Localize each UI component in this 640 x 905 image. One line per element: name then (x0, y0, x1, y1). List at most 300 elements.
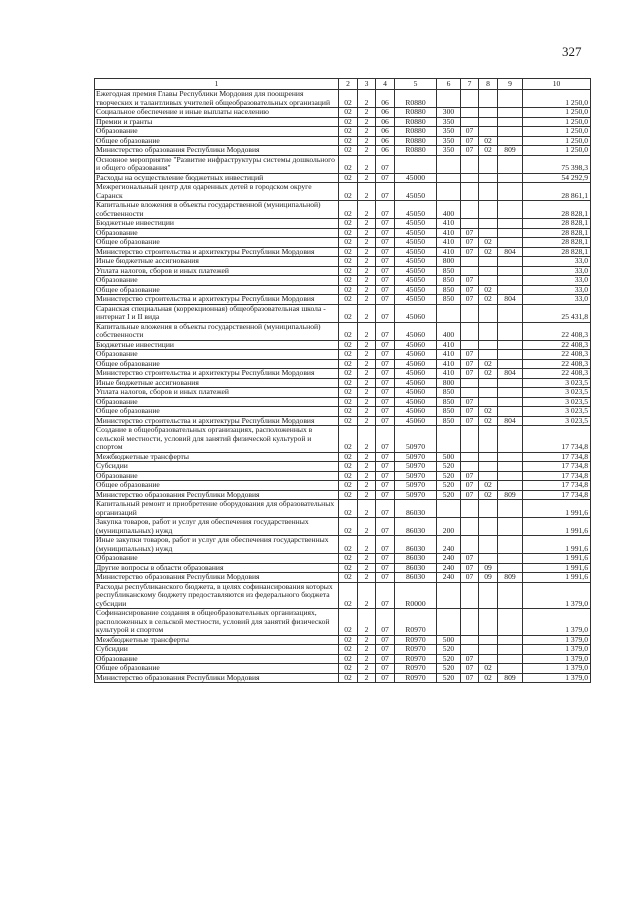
column-header: 3 (358, 79, 376, 90)
cell-target-article: R0880 (395, 136, 437, 146)
row-name: Образование (95, 397, 339, 407)
cell-amount: 1 991,6 (523, 518, 591, 536)
cell-ministry-code (498, 582, 523, 609)
column-header: 4 (376, 79, 395, 90)
table-row (95, 416, 591, 426)
cell-section: 07 (461, 146, 479, 156)
cell-target-article: R0970 (395, 673, 437, 683)
cell-code-3: 2 (358, 276, 376, 286)
table-row (95, 426, 591, 453)
cell-target-article: R0880 (395, 90, 437, 108)
cell-code-2: 02 (339, 635, 358, 645)
cell-amount: 3 023,5 (523, 407, 591, 417)
cell-code-4: 07 (376, 452, 395, 462)
cell-expense-type: 240 (437, 554, 461, 564)
cell-expense-type: 850 (437, 407, 461, 417)
row-name: Образование (95, 350, 339, 360)
cell-expense-type: 500 (437, 635, 461, 645)
cell-amount: 54 292,9 (523, 173, 591, 183)
cell-target-article: R0880 (395, 146, 437, 156)
cell-code-4: 07 (376, 276, 395, 286)
cell-code-2: 02 (339, 257, 358, 267)
cell-subsection: 02 (479, 136, 498, 146)
table-row (95, 563, 591, 573)
cell-code-3: 2 (358, 146, 376, 156)
cell-code-2: 02 (339, 563, 358, 573)
cell-code-4: 07 (376, 295, 395, 305)
cell-subsection (479, 173, 498, 183)
cell-code-2: 02 (339, 295, 358, 305)
cell-code-2: 02 (339, 582, 358, 609)
cell-section: 07 (461, 554, 479, 564)
cell-subsection: 02 (479, 295, 498, 305)
cell-code-2: 02 (339, 285, 358, 295)
cell-code-3: 2 (358, 481, 376, 491)
cell-amount: 28 828,1 (523, 247, 591, 257)
cell-expense-type: 350 (437, 136, 461, 146)
cell-expense-type: 520 (437, 490, 461, 500)
cell-code-3: 2 (358, 645, 376, 655)
row-name: Уплата налогов, сборов и иных платежей (95, 388, 339, 398)
table-row (95, 536, 591, 554)
cell-section (461, 500, 479, 518)
cell-code-2: 02 (339, 369, 358, 379)
cell-target-article: 86030 (395, 563, 437, 573)
table-row (95, 481, 591, 491)
row-name: Министерство строительства и архитектуры Республики Мордовия (95, 416, 339, 426)
cell-code-3: 2 (358, 108, 376, 118)
cell-expense-type: 350 (437, 127, 461, 137)
table-row (95, 266, 591, 276)
row-name: Субсидии (95, 645, 339, 655)
cell-expense-type: 300 (437, 108, 461, 118)
cell-code-4: 07 (376, 247, 395, 257)
row-name: Иные бюджетные ассигнования (95, 257, 339, 267)
cell-section (461, 536, 479, 554)
cell-ministry-code (498, 397, 523, 407)
row-name: Иные закупки товаров, работ и услуг для обеспечения государственных (муниципальных) нужд (95, 536, 339, 554)
table-row (95, 359, 591, 369)
cell-ministry-code (498, 228, 523, 238)
cell-code-4: 07 (376, 266, 395, 276)
cell-amount: 1 250,0 (523, 117, 591, 127)
cell-ministry-code (498, 183, 523, 201)
cell-ministry-code (498, 136, 523, 146)
cell-expense-type: 520 (437, 462, 461, 472)
cell-code-4: 07 (376, 500, 395, 518)
cell-code-4: 07 (376, 481, 395, 491)
row-name: Министерство образования Республики Мордовия (95, 146, 339, 156)
cell-target-article: 45060 (395, 369, 437, 379)
cell-code-3: 2 (358, 378, 376, 388)
cell-code-4: 07 (376, 359, 395, 369)
cell-section: 07 (461, 416, 479, 426)
table-row (95, 471, 591, 481)
cell-code-2: 02 (339, 90, 358, 108)
cell-code-4: 07 (376, 471, 395, 481)
cell-code-4: 07 (376, 201, 395, 219)
cell-expense-type: 410 (437, 228, 461, 238)
cell-ministry-code (498, 219, 523, 229)
row-name: Образование (95, 471, 339, 481)
cell-code-4: 07 (376, 536, 395, 554)
row-name: Капитальные вложения в объекты государственной (муниципальной) собственности (95, 201, 339, 219)
table-row (95, 462, 591, 472)
cell-code-3: 2 (358, 257, 376, 267)
table-row (95, 238, 591, 248)
cell-subsection: 02 (479, 285, 498, 295)
cell-code-3: 2 (358, 573, 376, 583)
cell-code-2: 02 (339, 471, 358, 481)
cell-section (461, 183, 479, 201)
cell-subsection: 09 (479, 573, 498, 583)
row-name: Социальное обеспечение и иные выплаты населению (95, 108, 339, 118)
cell-target-article: 50970 (395, 471, 437, 481)
cell-code-3: 2 (358, 654, 376, 664)
cell-expense-type: 850 (437, 416, 461, 426)
cell-code-4: 07 (376, 350, 395, 360)
table-row (95, 378, 591, 388)
cell-amount: 22 408,3 (523, 322, 591, 340)
cell-ministry-code: 804 (498, 416, 523, 426)
cell-expense-type (437, 173, 461, 183)
cell-section (461, 518, 479, 536)
cell-ministry-code (498, 285, 523, 295)
cell-ministry-code (498, 452, 523, 462)
cell-expense-type: 850 (437, 295, 461, 305)
row-name: Ежегодная премия Главы Республики Мордовия для поощрения творческих и талантливых учителей общеобразовательных организаций (95, 90, 339, 108)
row-name: Министерство образования Республики Мордовия (95, 673, 339, 683)
cell-expense-type: 850 (437, 388, 461, 398)
cell-code-3: 2 (358, 582, 376, 609)
cell-ministry-code: 809 (498, 146, 523, 156)
cell-subsection (479, 500, 498, 518)
cell-code-4: 07 (376, 322, 395, 340)
cell-section: 07 (461, 490, 479, 500)
cell-target-article: R0880 (395, 117, 437, 127)
cell-code-3: 2 (358, 359, 376, 369)
cell-code-2: 02 (339, 117, 358, 127)
cell-code-4: 07 (376, 664, 395, 674)
cell-expense-type: 520 (437, 481, 461, 491)
cell-code-2: 02 (339, 304, 358, 322)
row-name: Субсидии (95, 462, 339, 472)
cell-target-article: 45050 (395, 183, 437, 201)
cell-code-4: 07 (376, 654, 395, 664)
cell-subsection (479, 452, 498, 462)
cell-subsection: 02 (479, 238, 498, 248)
cell-section (461, 635, 479, 645)
cell-code-2: 02 (339, 127, 358, 137)
cell-code-3: 2 (358, 285, 376, 295)
table-row (95, 173, 591, 183)
cell-section (461, 257, 479, 267)
table-row (95, 573, 591, 583)
table-row (95, 183, 591, 201)
cell-code-4: 07 (376, 238, 395, 248)
cell-code-3: 2 (358, 518, 376, 536)
cell-amount: 17 734,8 (523, 481, 591, 491)
cell-target-article (395, 155, 437, 173)
cell-amount: 3 023,5 (523, 378, 591, 388)
cell-section: 07 (461, 359, 479, 369)
cell-section (461, 219, 479, 229)
cell-ministry-code (498, 518, 523, 536)
row-name: Министерство образования Республики Мордовия (95, 573, 339, 583)
cell-expense-type: 410 (437, 369, 461, 379)
cell-code-2: 02 (339, 201, 358, 219)
cell-subsection (479, 350, 498, 360)
cell-code-3: 2 (358, 452, 376, 462)
row-name: Софинансирование создания в общеобразовательных организациях, расположенных в сельской местности, условий для занятий физической культурой и спортом (95, 609, 339, 636)
table-row (95, 673, 591, 683)
cell-section (461, 90, 479, 108)
row-name: Министерство строительства и архитектуры Республики Мордовия (95, 247, 339, 257)
cell-ministry-code (498, 664, 523, 674)
cell-code-3: 2 (358, 117, 376, 127)
cell-expense-type (437, 582, 461, 609)
cell-expense-type: 410 (437, 340, 461, 350)
cell-expense-type: 410 (437, 247, 461, 257)
cell-amount: 1 379,0 (523, 673, 591, 683)
cell-amount: 1 991,6 (523, 536, 591, 554)
cell-code-2: 02 (339, 378, 358, 388)
cell-subsection (479, 90, 498, 108)
cell-expense-type (437, 90, 461, 108)
cell-amount: 17 734,8 (523, 452, 591, 462)
cell-code-3: 2 (358, 369, 376, 379)
cell-target-article: 86030 (395, 500, 437, 518)
cell-code-4: 06 (376, 117, 395, 127)
cell-section: 07 (461, 654, 479, 664)
cell-target-article: R0970 (395, 609, 437, 636)
cell-code-3: 2 (358, 426, 376, 453)
column-header: 8 (479, 79, 498, 90)
cell-subsection (479, 582, 498, 609)
cell-amount: 28 828,1 (523, 238, 591, 248)
cell-code-4: 06 (376, 127, 395, 137)
cell-amount: 22 408,3 (523, 359, 591, 369)
cell-code-4: 07 (376, 462, 395, 472)
cell-amount: 1 991,6 (523, 554, 591, 564)
cell-subsection (479, 117, 498, 127)
cell-subsection (479, 127, 498, 137)
cell-amount: 1 379,0 (523, 664, 591, 674)
cell-section: 07 (461, 397, 479, 407)
cell-section: 07 (461, 563, 479, 573)
cell-expense-type: 850 (437, 397, 461, 407)
cell-code-3: 2 (358, 238, 376, 248)
table-row (95, 664, 591, 674)
cell-code-4: 07 (376, 388, 395, 398)
cell-subsection (479, 108, 498, 118)
row-name: Образование (95, 127, 339, 137)
cell-target-article: R0970 (395, 664, 437, 674)
cell-amount: 1 379,0 (523, 654, 591, 664)
cell-subsection (479, 257, 498, 267)
cell-amount: 1 250,0 (523, 136, 591, 146)
cell-target-article: 50970 (395, 462, 437, 472)
cell-subsection (479, 471, 498, 481)
cell-code-2: 02 (339, 536, 358, 554)
cell-code-2: 02 (339, 359, 358, 369)
cell-target-article: 45060 (395, 340, 437, 350)
cell-code-3: 2 (358, 563, 376, 573)
cell-code-2: 02 (339, 664, 358, 674)
cell-code-4: 06 (376, 146, 395, 156)
cell-code-3: 2 (358, 350, 376, 360)
cell-subsection (479, 155, 498, 173)
cell-expense-type: 400 (437, 201, 461, 219)
cell-amount: 22 408,3 (523, 369, 591, 379)
row-name: Министерство строительства и архитектуры Республики Мордовия (95, 295, 339, 305)
cell-section: 07 (461, 127, 479, 137)
cell-target-article: 45060 (395, 388, 437, 398)
cell-code-4: 07 (376, 582, 395, 609)
cell-amount: 3 023,5 (523, 416, 591, 426)
table-row (95, 136, 591, 146)
cell-section (461, 340, 479, 350)
cell-code-3: 2 (358, 155, 376, 173)
cell-expense-type: 400 (437, 322, 461, 340)
cell-amount: 28 828,1 (523, 228, 591, 238)
cell-expense-type: 800 (437, 257, 461, 267)
table-header-row (95, 79, 591, 90)
row-name: Министерство строительства и архитектуры Республики Мордовия (95, 369, 339, 379)
cell-code-2: 02 (339, 654, 358, 664)
cell-target-article: 45060 (395, 359, 437, 369)
cell-code-4: 07 (376, 645, 395, 655)
cell-section: 07 (461, 238, 479, 248)
cell-ministry-code (498, 257, 523, 267)
cell-target-article: 45000 (395, 173, 437, 183)
column-header: 5 (395, 79, 437, 90)
cell-ministry-code (498, 388, 523, 398)
row-name: Уплата налогов, сборов и иных платежей (95, 266, 339, 276)
cell-ministry-code (498, 563, 523, 573)
cell-target-article: R0970 (395, 635, 437, 645)
cell-section: 07 (461, 350, 479, 360)
cell-code-3: 2 (358, 664, 376, 674)
cell-code-4: 06 (376, 136, 395, 146)
table-row (95, 285, 591, 295)
cell-code-3: 2 (358, 635, 376, 645)
row-name: Межрегиональный центр для одаренных детей в городском округе Саранск (95, 183, 339, 201)
column-header: 9 (498, 79, 523, 90)
cell-subsection (479, 645, 498, 655)
cell-code-4: 07 (376, 609, 395, 636)
table-row (95, 155, 591, 173)
cell-amount: 17 734,8 (523, 471, 591, 481)
table-row (95, 452, 591, 462)
cell-expense-type: 410 (437, 359, 461, 369)
cell-code-2: 02 (339, 397, 358, 407)
cell-code-3: 2 (358, 295, 376, 305)
row-name: Образование (95, 228, 339, 238)
cell-code-3: 2 (358, 136, 376, 146)
cell-target-article: 45060 (395, 416, 437, 426)
table-row (95, 369, 591, 379)
row-name: Премии и гранты (95, 117, 339, 127)
cell-expense-type: 520 (437, 673, 461, 683)
cell-code-3: 2 (358, 673, 376, 683)
cell-ministry-code: 809 (498, 673, 523, 683)
table-row (95, 554, 591, 564)
cell-code-3: 2 (358, 228, 376, 238)
cell-code-2: 02 (339, 350, 358, 360)
cell-amount: 28 828,1 (523, 201, 591, 219)
row-name: Саранская специальная (коррекционная) общеобразовательная школа - интернат I и II вида (95, 304, 339, 322)
cell-code-4: 07 (376, 407, 395, 417)
cell-ministry-code: 804 (498, 295, 523, 305)
cell-section: 07 (461, 369, 479, 379)
cell-expense-type: 410 (437, 219, 461, 229)
table-row (95, 645, 591, 655)
cell-target-article: R0880 (395, 127, 437, 137)
table-row (95, 654, 591, 664)
cell-section (461, 645, 479, 655)
cell-amount: 33,0 (523, 276, 591, 286)
table-row (95, 322, 591, 340)
cell-code-3: 2 (358, 407, 376, 417)
cell-amount: 3 023,5 (523, 388, 591, 398)
cell-ministry-code (498, 238, 523, 248)
cell-subsection: 02 (479, 673, 498, 683)
cell-section: 07 (461, 471, 479, 481)
cell-subsection (479, 228, 498, 238)
cell-subsection (479, 554, 498, 564)
cell-subsection: 02 (479, 481, 498, 491)
table-row (95, 304, 591, 322)
cell-section (461, 388, 479, 398)
cell-code-4: 06 (376, 108, 395, 118)
cell-expense-type: 350 (437, 117, 461, 127)
column-header: 1 (95, 79, 339, 90)
row-name: Межбюджетные трансферты (95, 452, 339, 462)
cell-code-2: 02 (339, 146, 358, 156)
cell-code-4: 07 (376, 369, 395, 379)
cell-section: 07 (461, 664, 479, 674)
cell-expense-type (437, 183, 461, 201)
row-name: Образование (95, 554, 339, 564)
cell-subsection (479, 304, 498, 322)
cell-code-3: 2 (358, 247, 376, 257)
cell-target-article: 45050 (395, 257, 437, 267)
cell-amount: 33,0 (523, 285, 591, 295)
cell-ministry-code (498, 155, 523, 173)
table-row (95, 219, 591, 229)
cell-code-2: 02 (339, 481, 358, 491)
cell-code-4: 07 (376, 397, 395, 407)
row-name: Межбюджетные трансферты (95, 635, 339, 645)
cell-expense-type: 520 (437, 664, 461, 674)
cell-ministry-code: 804 (498, 247, 523, 257)
cell-section (461, 426, 479, 453)
cell-target-article: 45050 (395, 276, 437, 286)
cell-code-4: 07 (376, 554, 395, 564)
cell-amount: 25 431,8 (523, 304, 591, 322)
row-name: Иные бюджетные ассигнования (95, 378, 339, 388)
cell-amount: 33,0 (523, 295, 591, 305)
cell-code-4: 07 (376, 183, 395, 201)
cell-ministry-code (498, 322, 523, 340)
cell-subsection (479, 266, 498, 276)
cell-code-2: 02 (339, 645, 358, 655)
row-name: Общее образование (95, 664, 339, 674)
cell-code-2: 02 (339, 462, 358, 472)
cell-code-4: 07 (376, 490, 395, 500)
cell-amount: 1 379,0 (523, 645, 591, 655)
